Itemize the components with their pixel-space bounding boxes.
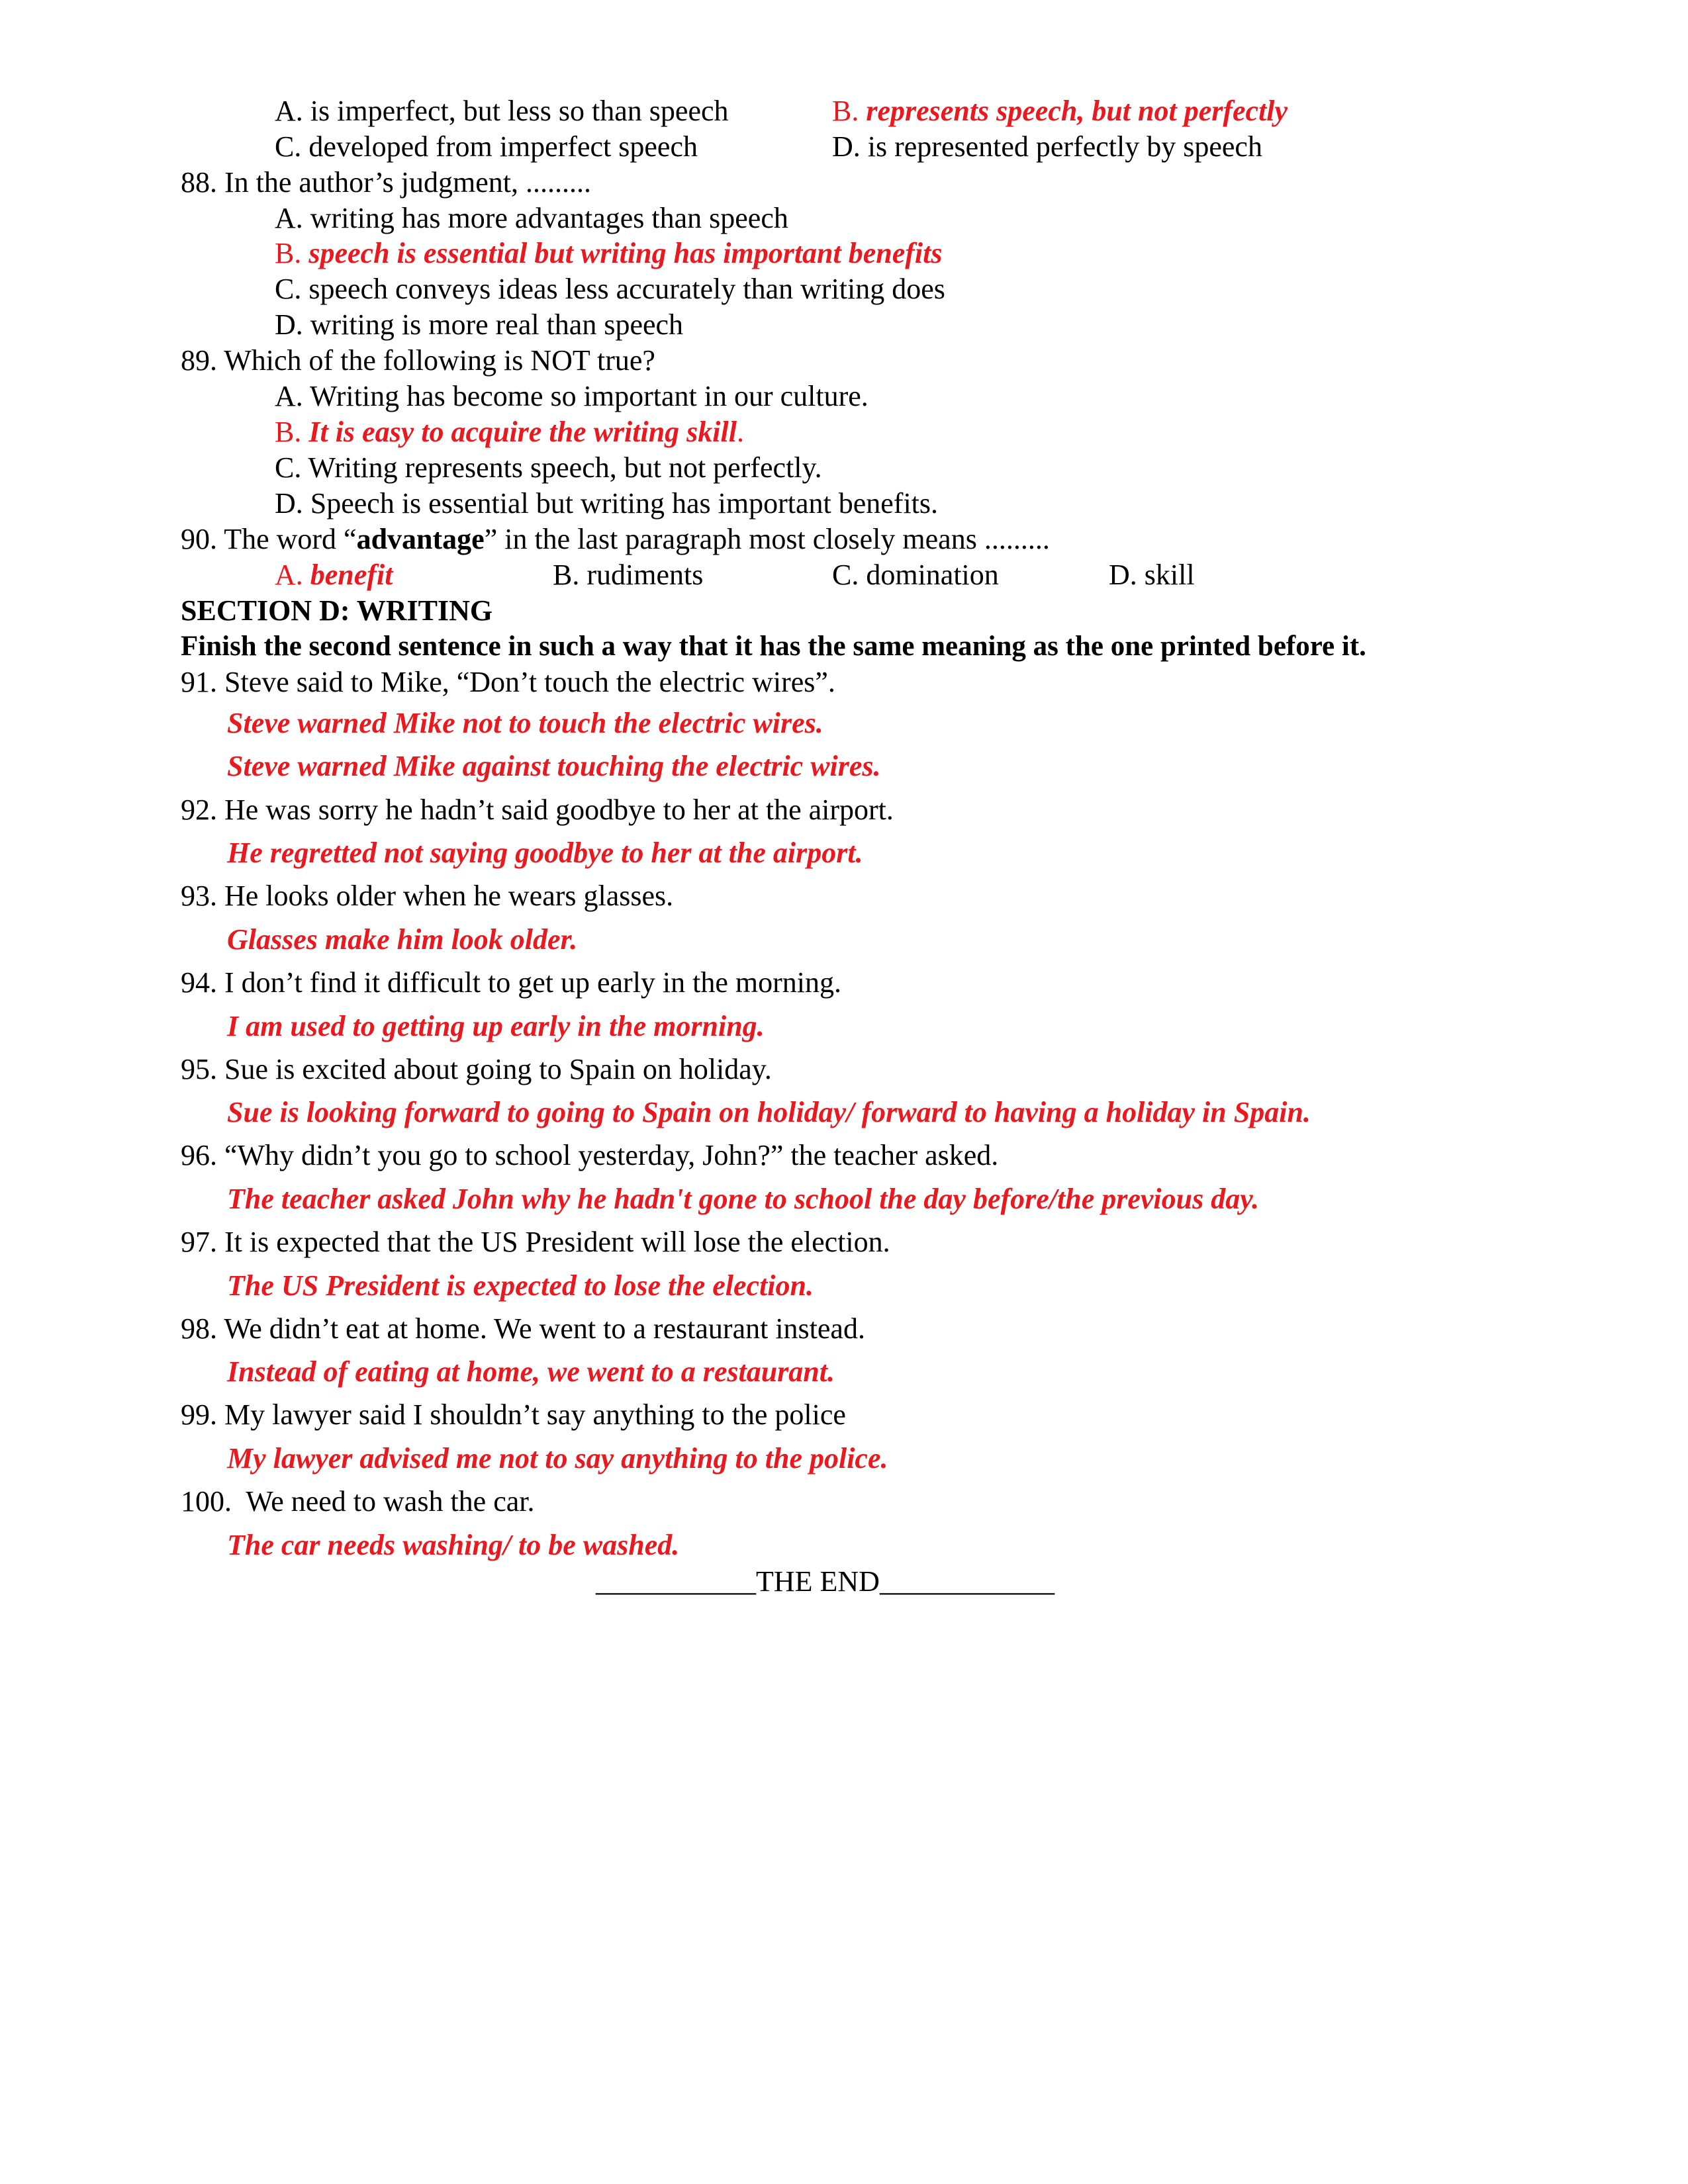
q87-option-a [275,93,729,129]
q88-b-letter: B [275,237,295,269]
section-title: SECTION D: WRITING [181,594,493,627]
q87-a-text: . is imperfect, but less so than speech [295,95,729,127]
q87-option-c [275,129,698,165]
q89-b-end: . [736,416,744,448]
q92-question: 92. He was sorry he hadn’t said goodbye to her at the airport. [181,794,894,826]
q90-option-a [275,557,393,593]
q96-answer: The teacher asked John why he hadn't gone to school the day before/the previous day. [227,1183,1260,1215]
q90-option-d: D. skill [1109,559,1195,591]
q91-answer-2: Steve warned Mike against touching the electric wires. [227,750,881,782]
q98-answer: Instead of eating at home, we went to a restaurant. [227,1355,835,1388]
q99-question: 99. My lawyer said I shouldn’t say anything to the police [181,1398,846,1431]
q88-option-d: D. writing is more real than speech [275,308,684,341]
q97-question: 97. It is expected that the US President will lose the election. [181,1226,890,1258]
q88-b-sep: . [294,237,302,269]
q89-option-a: A. Writing has become so important in our culture. [275,380,868,412]
q88-option-c: C. speech conveys ideas less accurately than writing does [275,273,945,305]
q89-option-c: C. Writing represents speech, but not perfectly. [275,451,822,484]
q92-answer: He regretted not saying goodbye to her at the airport. [227,837,863,869]
q87-option-d [832,129,1262,165]
q90-question [181,522,1050,557]
q95-answer: Sue is looking forward to going to Spain on holiday/ forward to having a holiday in Spain. [227,1096,1311,1128]
q87-d-letter: D [832,130,853,163]
q94-question: 94. I don’t find it difficult to get up early in the morning. [181,966,841,999]
q88-b-answer: speech is essential but writing has important benefits [308,237,943,269]
q91-question: 91. Steve said to Mike, “Don’t touch the electric wires”. [181,666,835,698]
q89-question: 89. Which of the following is NOT true? [181,344,655,377]
q97-answer: The US President is expected to lose the election. [227,1269,814,1302]
q91-answer-1: Steve warned Mike not to touch the electric wires. [227,707,823,739]
q87-b-letter: B [832,95,852,127]
q90-a-answer: benefit [310,559,393,591]
q87-a-letter: A [275,95,296,127]
q89-b-letter: B [275,416,295,448]
q93-answer: Glasses make him look older. [227,923,578,956]
q87-b-answer: represents speech, but not perfectly [866,95,1288,127]
q88-question: 88. In the author’s judgment, ......... [181,166,591,199]
q87-option-b [832,93,1288,129]
q100-answer: The car needs washing/ to be washed. [227,1529,680,1561]
q89-b-answer: It is easy to acquire the writing skill [308,416,737,448]
q89-option-d: D. Speech is essential but writing has important benefits. [275,487,939,520]
q99-answer: My lawyer advised me not to say anything to the police. [227,1442,888,1475]
q95-question: 95. Sue is excited about going to Spain on holiday. [181,1053,772,1085]
q100-question: 100. We need to wash the car. [181,1485,535,1518]
q90-q-word: advantage [356,523,485,555]
q89-option-b [275,414,744,450]
q90-option-b: B. rudiments [553,559,704,591]
q90-a-letter: A [275,559,296,591]
q98-question: 98. We didn’t eat at home. We went to a restaurant instead. [181,1312,865,1345]
section-instruction: Finish the second sentence in such a way that it has the same meaning as the one printed before it. [181,631,1366,662]
q87-b-sep: . [851,95,859,127]
q88-option-b [275,236,943,271]
q87-c-letter: C [275,130,295,163]
q89-b-sep: . [294,416,302,448]
q90-q-pre: 90. The word “ [181,523,357,555]
q87-d-text: . is represented perfectly by speech [853,130,1262,163]
q88-option-a: A. writing has more advantages than speech [275,202,788,234]
the-end: ___________THE END____________ [596,1565,1055,1598]
q87-c-text: . developed from imperfect speech [294,130,698,163]
q94-answer: I am used to getting up early in the morning. [227,1010,765,1042]
q90-a-sep: . [295,559,303,591]
q90-option-c: C. domination [832,559,999,591]
q90-q-post: ” in the last paragraph most closely means ......... [484,523,1050,555]
q93-question: 93. He looks older when he wears glasses. [181,880,674,912]
q96-question: 96. “Why didn’t you go to school yesterday, John?” the teacher asked. [181,1139,999,1171]
